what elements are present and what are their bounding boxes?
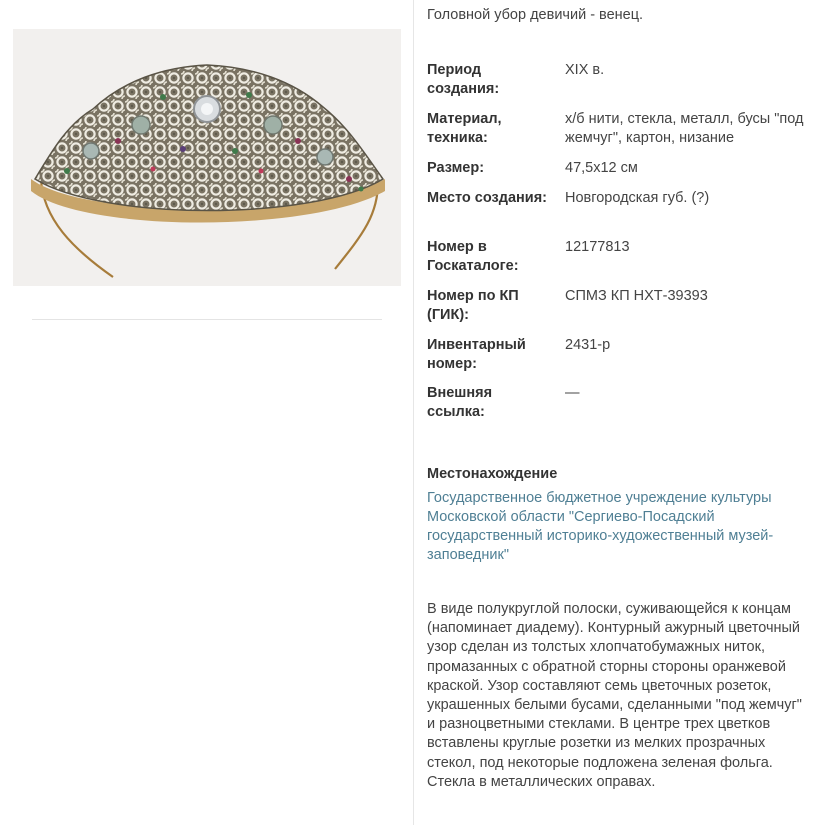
field-value: —: [565, 385, 580, 401]
location-heading: Местонахождение: [427, 466, 558, 482]
field-value: х/б нити, стекла, металл, бусы "под жемчуг", картон, низание: [565, 111, 804, 146]
object-title: Головной убор девичий - венец.: [427, 7, 644, 23]
location-link[interactable]: Государственное бюджетное учреждение культуры Московской области "Сергиево-Посадский государственный историко-художественный музей-заповедник": [427, 490, 774, 563]
field-value: 12177813: [565, 239, 630, 255]
diadem-photo[interactable]: [13, 29, 401, 286]
column-divider: [413, 0, 414, 825]
field-label: Место создания:: [427, 190, 547, 206]
field-label: Внешняя ссылка:: [427, 385, 493, 420]
field-label: Материал, техника:: [427, 111, 502, 146]
divider: [32, 319, 382, 320]
field-value: 2431-р: [565, 337, 611, 353]
field-label: Инвентарный номер:: [427, 337, 526, 372]
field-label: Номер по КП (ГИК):: [427, 288, 519, 323]
object-description: В виде полукруглой полоски, суживающейся к концам (напоминает диадему). Контурный ажурный цветочный узор сделан из толстых хлопчатобумажных ниток, промазанных с обратной сторны стороны оранжевой краской. Узор составляют семь цветочных розеток, украшенных белыми бусами, сделанными "под жемчуг" и разноцветными стеклами. В центре трех цветков вставлены круглые розетки из мелких прозрачных стекол, под некоторые подложена зеленая фольга. Стекла в металлических оправах.: [427, 601, 802, 790]
field-value: СПМЗ КП НХТ-39393: [565, 288, 708, 304]
field-label: Номер в Госкаталоге:: [427, 239, 519, 274]
field-value: XIX в.: [565, 62, 605, 78]
field-label: Размер:: [427, 160, 485, 176]
field-value: 47,5х12 см: [565, 160, 638, 176]
field-value: Новгородская губ. (?): [565, 190, 710, 206]
field-label: Период создания:: [427, 62, 500, 97]
